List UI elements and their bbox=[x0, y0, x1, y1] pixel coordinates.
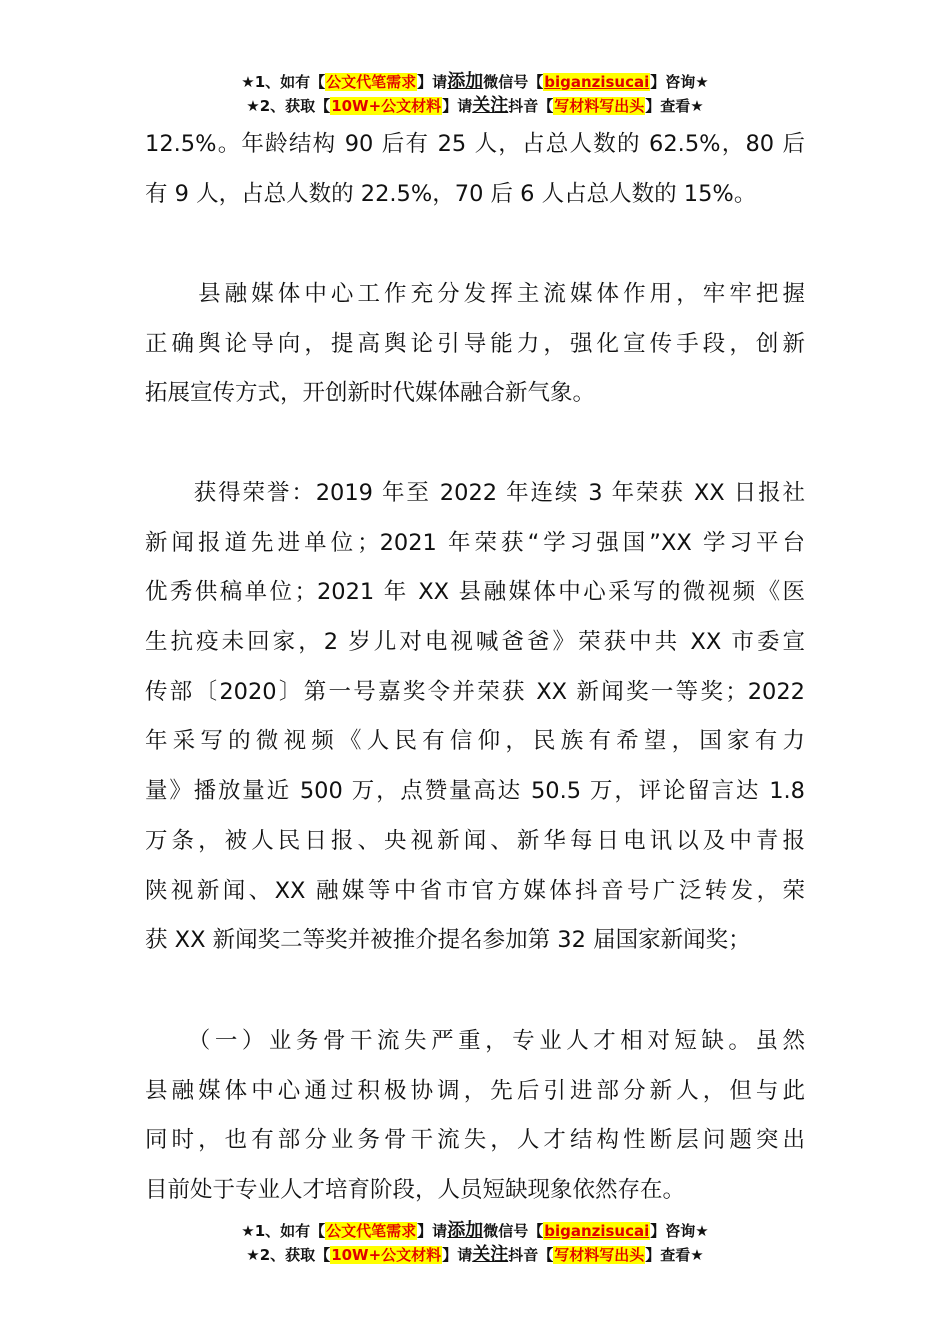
banner-line-1: ★1、如有【公文代笔需求】请添加微信号【biganzisucai】咨询★ bbox=[241, 1220, 709, 1241]
wechat-id: biganzisucai bbox=[544, 1222, 650, 1240]
text-line: 获 XX 新闻奖二等奖并被推介提名参加第 32 届国家新闻奖； bbox=[145, 927, 751, 954]
text-line: 目前处于专业人才培育阶段，人员短缺现象依然存在。 bbox=[145, 1177, 686, 1204]
paragraph-2 bbox=[145, 469, 805, 966]
highlight: 10W+公文材料 bbox=[331, 1246, 442, 1264]
banner-line-2: ★2、获取【10W+公文材料】请关注抖音【写材料写出头】查看★ bbox=[246, 1244, 704, 1265]
text-line: 年采写的微视频《人民有信仰，民族有希望，国家有力 bbox=[145, 728, 805, 755]
paragraph-3 bbox=[145, 1017, 805, 1216]
highlight: 10W+公文材料 bbox=[331, 97, 442, 115]
paragraph-1 bbox=[145, 270, 805, 419]
text-line: 获得荣誉：2019 年至 2022 年连续 3 年荣获 XX 日报社 bbox=[145, 480, 805, 506]
text-line: 县融媒体中心通过积极协调，先后引进部分新人，但与此 bbox=[145, 1077, 805, 1104]
text-line: 12.5%。年龄结构 90 后有 25 人，占总人数的 62.5%，80 后 bbox=[145, 131, 805, 157]
text-line: 正确舆论导向，提高舆论引导能力，强化宣传手段，创新 bbox=[145, 330, 805, 357]
text-line: 有 9 人，占总人数的 22.5%，70 后 6 人占总人数的 15%。 bbox=[145, 180, 757, 207]
text-line: 陕视新闻、XX 融媒等中省市官方媒体抖音号广泛转发，荣 bbox=[145, 877, 805, 904]
highlight: 公文代笔需求 bbox=[326, 1222, 417, 1240]
text-line: 传部〔2020〕第一号嘉奖令并荣获 XX 新闻奖一等奖；2022 bbox=[145, 678, 805, 705]
banner-line-1: ★1、如有【公文代笔需求】请添加微信号【biganzisucai】咨询★ bbox=[241, 71, 709, 92]
paragraph-0 bbox=[145, 120, 805, 219]
text-line: 量》播放量近 500 万，点赞量高达 50.5 万，评论留言达 1.8 bbox=[145, 778, 805, 805]
text-line: 优秀供稿单位；2021 年 XX 县融媒体中心采写的微视频《医 bbox=[145, 579, 805, 606]
text-line: 同时，也有部分业务骨干流失，人才结构性断层问题突出 bbox=[145, 1127, 805, 1154]
banner-line-2: ★2、获取【10W+公文材料】请关注抖音【写材料写出头】查看★ bbox=[246, 95, 704, 116]
header-ad-banner bbox=[0, 70, 950, 118]
wechat-id: biganzisucai bbox=[544, 73, 650, 91]
text-line: 生抗疫未回家，2 岁儿对电视喊爸爸》荣获中共 XX 市委宣 bbox=[145, 629, 805, 656]
footer-ad-banner bbox=[0, 1219, 950, 1267]
douyin-id: 写材料写出头 bbox=[554, 1246, 645, 1264]
text-line: 拓展宣传方式，开创新时代媒体融合新气象。 bbox=[145, 380, 596, 407]
text-line: 新闻报道先进单位；2021 年荣获“学习强国”XX 学习平台 bbox=[145, 529, 805, 556]
text-line: 万条，被人民日报、央视新闻、新华每日电讯以及中青报 bbox=[145, 827, 805, 854]
text-line: 县融媒体中心工作充分发挥主流媒体作用，牢牢把握 bbox=[145, 281, 805, 307]
highlight: 公文代笔需求 bbox=[326, 73, 417, 91]
text-line: （一）业务骨干流失严重，专业人才相对短缺。虽然 bbox=[145, 1028, 805, 1054]
douyin-id: 写材料写出头 bbox=[554, 97, 645, 115]
